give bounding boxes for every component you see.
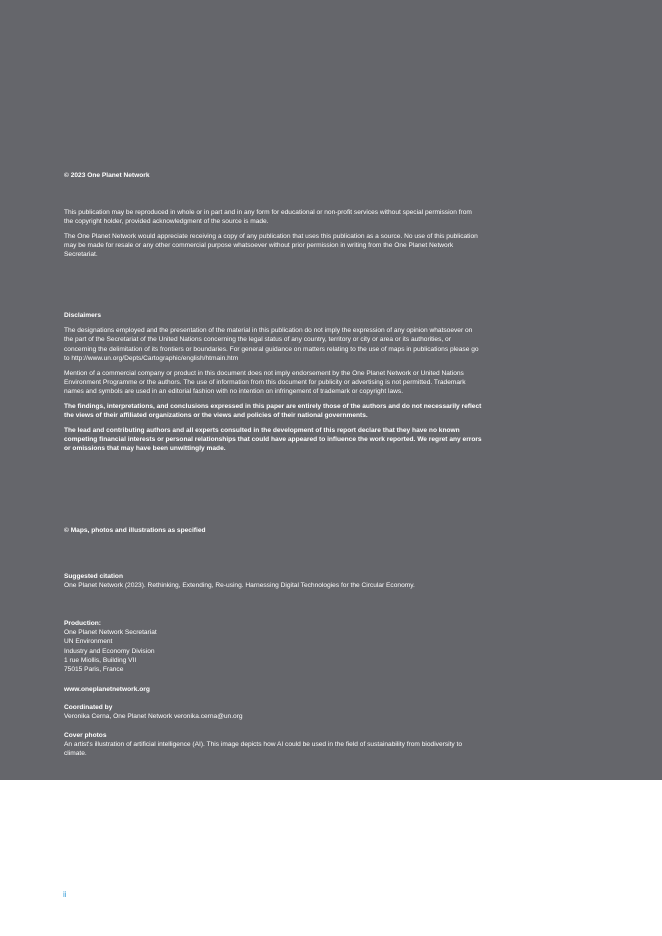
- reproduction-paragraph: The One Planet Network would appreciate receiving a copy of any publication that uses this publication as a source. No use of this publication may be made for resale or any other commercial purpose whatsoever without prior permission in writing from the One Planet Network Secretariat.: [64, 232, 478, 259]
- disclaimer-paragraph: Mention of a commercial company or product in this document does not imply endorsement by the One Planet Network or United Nations Environment Programme or the authors. The use of information from this document for publicity or advertising is not permitted. Trademark names and symbols are used in an editorial fashion with no intention on infringement of trademark or copyright laws.: [64, 369, 466, 395]
- production-line: Industry and Economy Division: [64, 647, 155, 655]
- citation-section: [64, 572, 482, 590]
- production-section: [64, 619, 482, 674]
- website-link[interactable]: www.oneplanetnetwork.org: [64, 686, 150, 693]
- cover-section: [64, 731, 482, 759]
- citation-text: One Planet Network (2023). Rethinking, Extending, Re-using. Harnessing Digital Technologies for the Circular Economy.: [64, 582, 415, 590]
- copyright-line: © 2023 One Planet Network: [64, 172, 150, 179]
- production-line: UN Environment: [64, 638, 113, 646]
- coordinated-text: Veronika Cerna, One Planet Network veronika.cerna@un.org: [64, 713, 243, 721]
- page-number: ii: [63, 890, 67, 899]
- coordinated-heading: Coordinated by: [64, 704, 113, 711]
- disclaimers-heading: Disclaimers: [64, 312, 102, 319]
- cover-heading: Cover photos: [64, 732, 107, 739]
- disclaimer-bold-paragraph: The lead and contributing authors and all experts consulted in the development of this report declare that they have no known competing financial interests or personal relationships that could have appeared to influence the work reported. We regret any errors or omissions that may have been unwittingly made.: [64, 426, 482, 452]
- cover-text: An artist's illustration of artificial intelligence (AI). This image depicts how AI could be used in the field of sustainability from biodiversity to climate.: [64, 741, 463, 758]
- disclaimer-paragraph: The designations employed and the presentation of the material in this publication do not imply the expression of any opinion whatsoever on the part of the Secretariat of the United Nations concerning the legal status of any country, territory or city or area or its authorities, or concerning the delimitation of its frontiers or boundaries. For general guidance on matters relating to the use of maps in publications please go to http://www.un.org/Depts/Cartographic/english/htmain.htm: [64, 327, 479, 362]
- production-line: 75015 Paris, France: [64, 666, 124, 674]
- disclaimer-bold-paragraph: The findings, interpretations, and conclusions expressed in this paper are entirely those of the authors and do not necessarily reflect the views of their affiliated organizations or the views and policies of their national governments.: [64, 402, 482, 419]
- citation-heading: Suggested citation: [64, 573, 123, 580]
- reproduction-paragraph: This publication may be reproduced in whole or in part and in any form for educational or non-profit services without special permission from the copyright holder, provided acknowledgment of the source is made.: [64, 209, 472, 226]
- coordinated-section: [64, 703, 482, 721]
- reproduction-section: [64, 208, 482, 260]
- production-heading: Production:: [64, 620, 101, 627]
- production-line: 1 rue Miollis, Building VII: [64, 656, 137, 664]
- maps-note: © Maps, photos and illustrations as specified: [64, 527, 206, 534]
- production-line: One Planet Network Secretariat: [64, 629, 157, 637]
- disclaimers-section: [64, 311, 482, 453]
